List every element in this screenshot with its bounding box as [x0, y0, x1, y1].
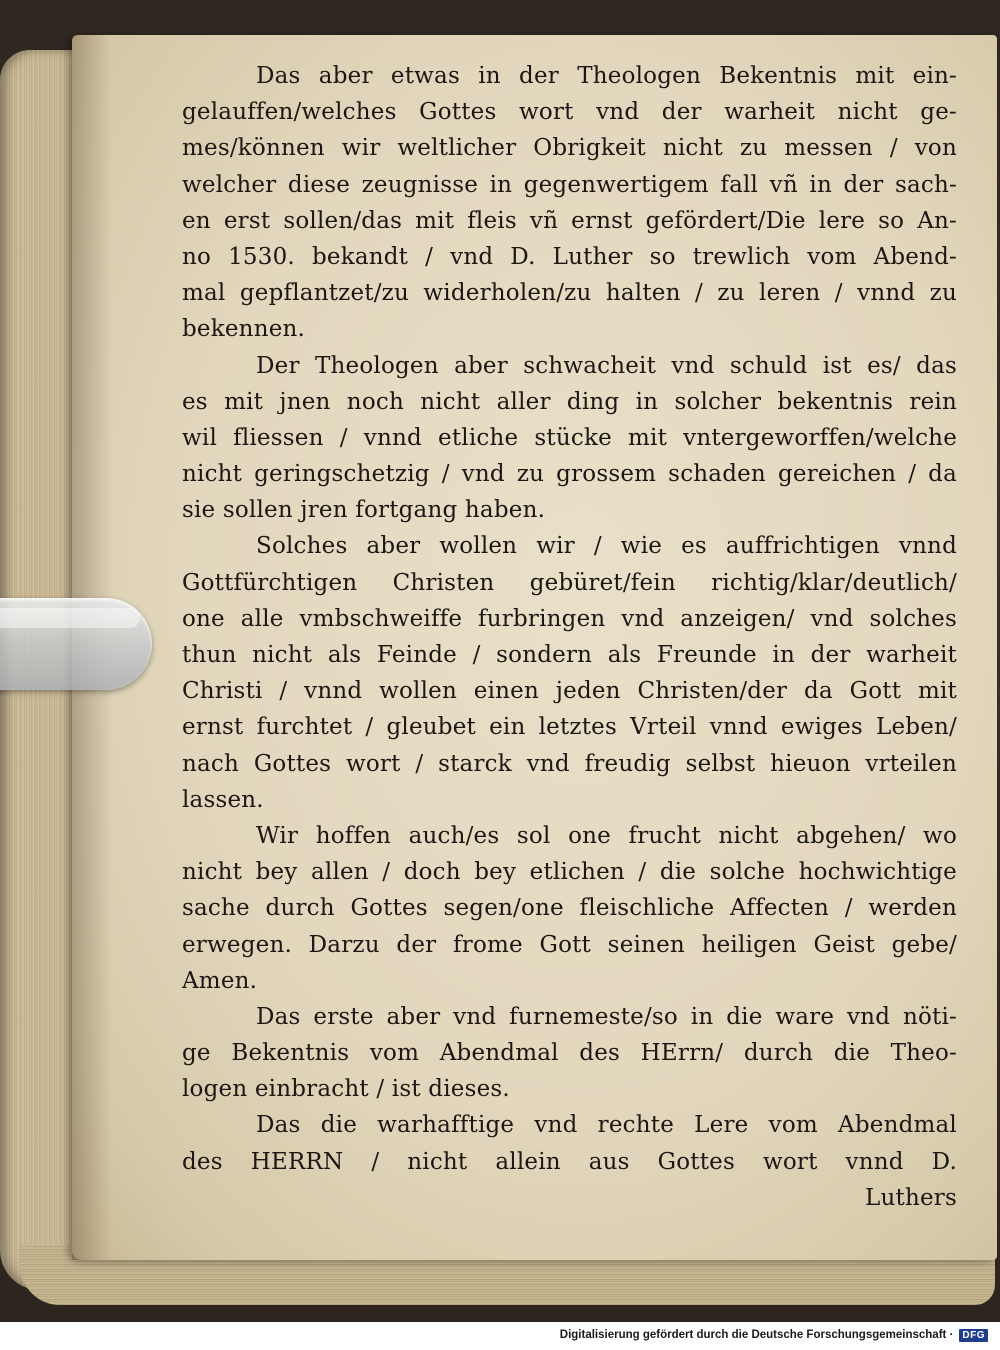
text-line: wil fliessen / vnnd etliche stücke mit vntergeworffen/welche — [182, 424, 957, 451]
text-line: en erst sollen/das mit fleis vñ ernst gefördert/Die lere so An- — [182, 207, 957, 234]
page-text — [182, 58, 957, 1216]
text-line: mes/können wir weltlicher Obrigkeit nicht zu messen / von — [182, 135, 957, 162]
text-line: welcher diese zeugnisse in gegenwertigem fall vñ in der sach- — [182, 171, 957, 198]
digitization-credit — [556, 1324, 992, 1346]
text-line: Gottfürchtigen Christen gebüret/fein richtig/klar/deutlich/ — [182, 569, 957, 596]
dfg-logo: DFG — [959, 1329, 988, 1342]
text-line: thun nicht als Feinde / sondern als Freunde in der warheit — [182, 642, 957, 668]
text-line: lassen. — [182, 786, 264, 813]
catchword: Luthers — [865, 1184, 957, 1211]
text-line: nicht bey allen / doch bey etlichen / die solche hochwichtige — [182, 859, 957, 886]
text-line: bekennen. — [182, 316, 306, 343]
text-line: Der Theologen aber schwacheit vnd schuld ist es/ das — [256, 352, 957, 379]
text-line: nach Gottes wort / starck vnd freudig selbst hieuon vrteilen — [182, 750, 957, 777]
text-line: logen einbracht / ist dieses. — [182, 1076, 510, 1103]
credit-text: Digitalisierung gefördert durch die Deutsche Forschungsgemeinschaft · — [559, 1329, 954, 1341]
text-line: Solches aber wollen wir / wie es auffrichtigen vnnd — [256, 533, 957, 560]
text-line: erwegen. Darzu der frome Gott seinen heiligen Geist gebe/ — [182, 931, 957, 958]
text-line: Das aber etwas in der Theologen Bekentnis mit ein- — [256, 63, 957, 89]
text-line: ge Bekentnis vom Abendmal des HErrn/ durch die Theo- — [182, 1040, 957, 1067]
text-line: Amen. — [182, 967, 258, 994]
text-line: no 1530. bekandt / vnd D. Luther so trewlich vom Abend- — [182, 243, 957, 270]
text-line: Das erste aber vnd furnemeste/so in die ware vnd nöti- — [256, 1003, 957, 1030]
text-line: nicht geringschetzig / vnd zu grossem schaden gereichen / da — [182, 461, 957, 488]
text-line: Christi / vnnd wollen einen jeden Christen/der da Gott mit — [182, 678, 957, 705]
plastic-page-clip — [0, 598, 152, 690]
text-line: mal gepflantzet/zu widerholen/zu halten / zu leren / vnnd zu — [182, 280, 957, 307]
text-line: Das die warhafftige vnd rechte Lere vom Abendmal — [256, 1112, 957, 1139]
text-line: es mit jnen noch nicht aller ding in solcher bekentnis rein — [182, 388, 957, 415]
text-line: one alle vmbschweiffe furbringen vnd anzeigen/ vnd solches — [182, 605, 957, 632]
text-line: Wir hoffen auch/es sol one frucht nicht abgehen/ wo — [256, 822, 957, 849]
text-line: des HERRN / nicht allein aus Gottes wort vnnd D. — [182, 1148, 957, 1175]
text-line: sache durch Gottes segen/one fleischliche Affecten / werden — [182, 895, 957, 922]
text-line: sie sollen jren fortgang haben. — [182, 497, 546, 524]
text-line: gelauffen/welches Gottes wort vnd der warheit nicht ge- — [182, 99, 957, 126]
text-line: ernst furchtet / gleubet ein letztes Vrteil vnnd ewiges Leben/ — [182, 714, 957, 741]
